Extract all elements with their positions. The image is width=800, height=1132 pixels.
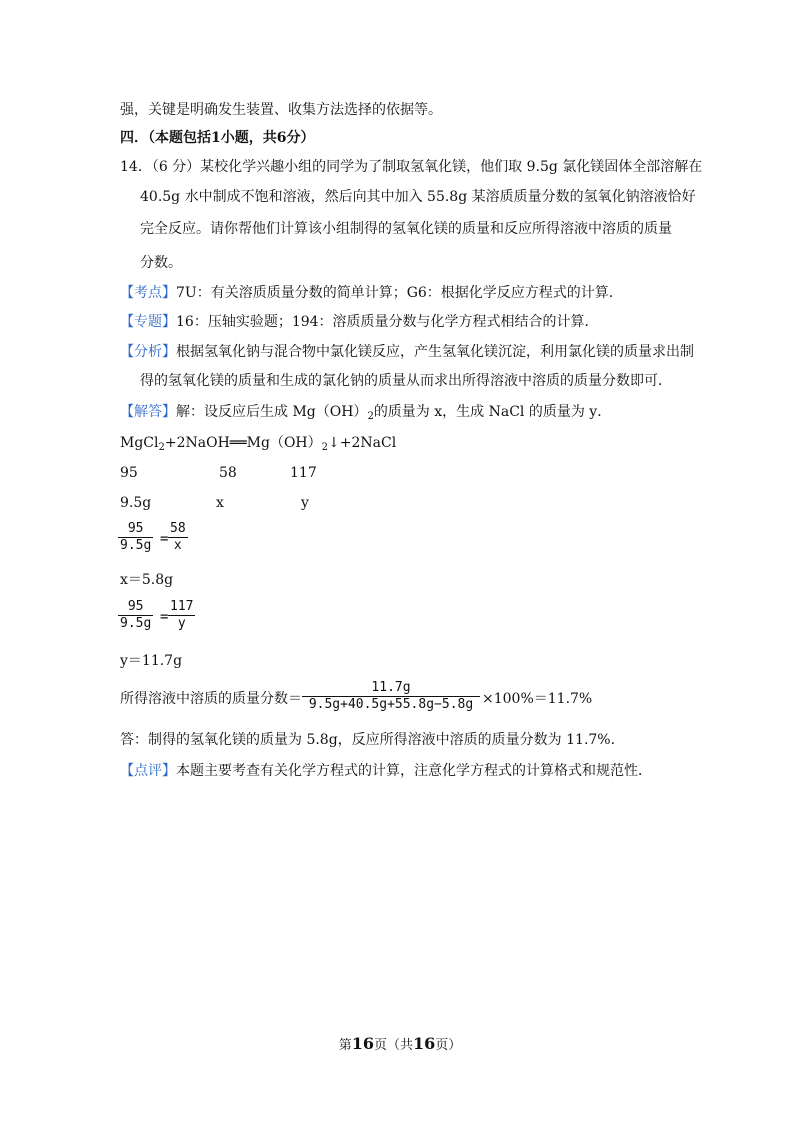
fraction-denominator: 9.5g+40.5g+55.8g−5.8g <box>308 697 474 712</box>
question-line-4: 分数。 <box>140 255 182 271</box>
kaodian-text: 7U：有关溶质质量分数的简单计算；G6：根据化学反应方程式的计算． <box>176 285 623 301</box>
fenxi-line-2: 得的氢氧化镁的质量和生成的氯化钠的质量从而求出所得溶液中溶质的质量分数即可． <box>140 373 672 389</box>
jieda-line <box>120 403 611 421</box>
footer-total-pages: 16 <box>413 1034 436 1053</box>
molar-mass-95: 95 <box>120 465 138 481</box>
jieda-tag: 【解答】 <box>120 404 176 420</box>
fraction-numerator: 95 <box>127 521 144 536</box>
proportion-2-left <box>118 599 153 632</box>
fraction-numerator: 117 <box>170 599 194 614</box>
equation-sub-b: 2 <box>321 442 329 453</box>
kaodian-line <box>120 284 623 302</box>
question-line-2: 40.5g 水中制成不饱和溶液，然后向其中加入 55.8g 某溶质质量分数的氢氧化钠溶液恰好 <box>140 189 696 205</box>
kaodian-tag: 【考点】 <box>120 285 176 301</box>
fraction-denominator: 9.5g <box>120 538 152 553</box>
amount-x: x <box>216 495 224 511</box>
molar-mass-117: 117 <box>290 465 317 481</box>
footer-pre: 第 <box>338 1038 352 1053</box>
final-label: 所得溶液中溶质的质量分数＝ <box>120 691 302 707</box>
equation-part-a: MgCl <box>120 435 159 451</box>
molar-mass-58: 58 <box>219 465 237 481</box>
zhuanti-tag: 【专题】 <box>120 314 176 330</box>
fraction-denominator: x <box>173 538 182 553</box>
question-line-3: 完全反应。请你帮他们计算该小组制得的氢氧化镁的质量和反应所得溶液中溶质的质量 <box>140 221 672 237</box>
dianping-tag: 【点评】 <box>120 763 176 779</box>
answer-line: 答：制得的氢氧化镁的质量为 5.8g，反应所得溶液中溶质的质量分数为 11.7%. <box>120 732 616 748</box>
fraction-numerator: 95 <box>127 599 144 614</box>
y-result: y＝11.7g <box>120 653 183 669</box>
question-line-1: 14．（6 分）某校化学兴趣小组的同学为了制取氢氧化镁，他们取 9.5g 氯化镁固体全部溶解在 <box>120 159 703 175</box>
fenxi-text-1: 根据氢氧化钠与混合物中氯化镁反应，产生氢氧化镁沉淀，利用氯化镁的质量求出制 <box>176 344 694 360</box>
proportion-2-equals: = <box>160 609 169 625</box>
fraction-numerator: 11.7g <box>371 680 411 695</box>
final-result: ×100%＝11.7% <box>482 691 593 707</box>
x-result: x＝5.8g <box>120 572 174 588</box>
final-fraction <box>302 680 480 713</box>
jieda-text-1: 解：设反应后生成 Mg（OH） <box>176 404 368 420</box>
fenxi-tag: 【分析】 <box>120 344 176 360</box>
proportion-1-equals: = <box>160 531 169 547</box>
footer-mid: 页（共 <box>373 1038 413 1053</box>
footer-page-number: 16 <box>351 1034 374 1053</box>
proportion-1-right <box>168 521 188 554</box>
equation-part-c: ↓+2NaCl <box>328 435 397 451</box>
jieda-subscript: 2 <box>367 411 374 422</box>
fraction-denominator: 9.5g <box>120 616 152 631</box>
jieda-text-2: 的质量为 x，生成 NaCl 的质量为 y． <box>373 404 612 420</box>
fraction-numerator: 58 <box>170 521 186 536</box>
equation-part-b: +2NaOH══Mg（OH） <box>164 435 322 451</box>
amount-mgcl2: 9.5g <box>120 495 152 511</box>
amount-y: y <box>301 495 309 511</box>
zhuanti-text: 16：压轴实验题；194：溶质质量分数与化学方程式相结合的计算． <box>176 314 599 330</box>
proportion-2-right <box>168 599 195 632</box>
equation-sub-a: 2 <box>158 442 165 453</box>
fenxi-line-1 <box>120 343 694 361</box>
proportion-1-left <box>118 521 153 554</box>
zhuanti-line <box>120 313 599 331</box>
section-heading: 四．（本题包括1小题，共6分） <box>120 130 315 146</box>
chemical-equation <box>120 434 396 452</box>
page-footer <box>0 1034 800 1053</box>
continued-line: 强，关键是明确发生装置、收集方法选择的依据等。 <box>120 102 442 118</box>
footer-post: 页） <box>435 1038 462 1053</box>
dianping-line <box>120 762 652 780</box>
fraction-denominator: y <box>177 616 186 631</box>
dianping-text: 本题主要考查有关化学方程式的计算，注意化学方程式的计算格式和规范性． <box>176 763 652 779</box>
